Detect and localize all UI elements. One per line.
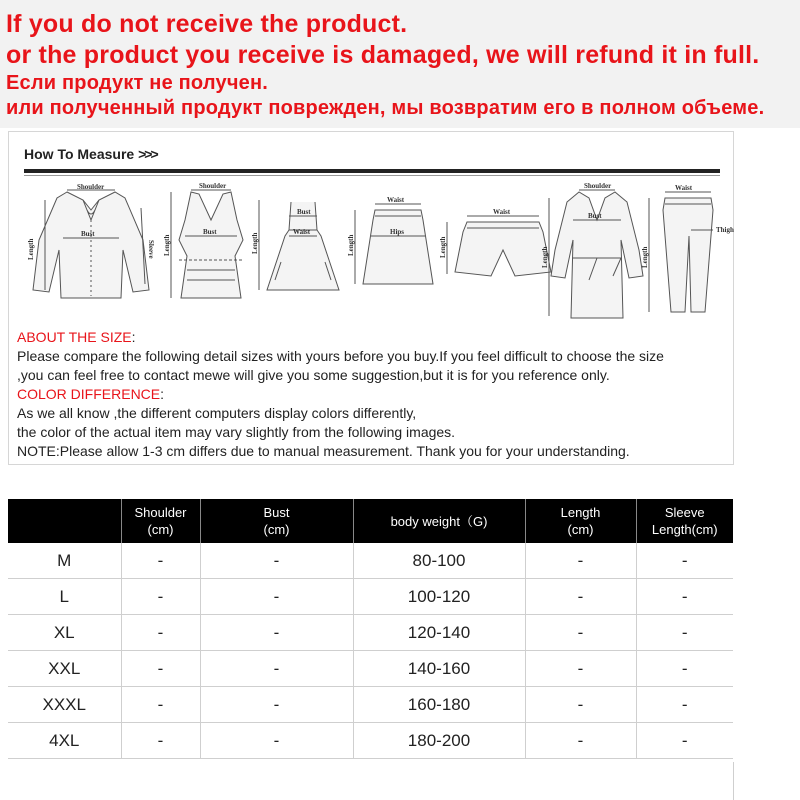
label-bust-3: Bust (297, 208, 311, 216)
about-size-line-2: ,you can feel free to contact mewe will give you some suggestion,but it is for you reference only. (17, 367, 610, 383)
page-right-rule (733, 762, 734, 800)
cell-length: - (525, 687, 636, 723)
cell-length: - (525, 723, 636, 759)
cell-sleeve-length: - (636, 543, 733, 579)
guide-title-rule-thin (24, 175, 720, 176)
cell-shoulder: - (121, 615, 200, 651)
label-length-6: Length (541, 246, 549, 268)
table-row (8, 723, 733, 759)
color-difference-line-1: As we all know ,the different computers display colors differently, (17, 405, 417, 421)
cell-shoulder: - (121, 723, 200, 759)
cell-size: L (8, 579, 121, 615)
header-size (8, 499, 121, 543)
cell-sleeve-length: - (636, 723, 733, 759)
label-bust-1: Bust (81, 230, 95, 238)
color-difference-heading-line (17, 385, 664, 404)
refund-notice-banner (0, 0, 800, 128)
label-hips-4: Hips (390, 228, 405, 236)
cell-size: XXL (8, 651, 121, 687)
label-sleeve-1: Sleeve (147, 240, 155, 259)
cell-shoulder: - (121, 687, 200, 723)
cell-body-weight: 80-100 (353, 543, 525, 579)
label-length-3: Length (251, 232, 259, 254)
measurement-figures (19, 180, 734, 322)
header-body-weight: body weight（G) (353, 499, 525, 543)
about-size-colon: : (131, 329, 136, 345)
header-sleeve-length: Sleeve Length(cm) (636, 499, 733, 543)
cell-shoulder: - (121, 543, 200, 579)
label-bust-2: Bust (203, 228, 217, 236)
color-difference-heading: COLOR DIFFERENCE (17, 386, 161, 402)
label-bust-6: Bust (588, 212, 602, 220)
header-shoulder: Shoulder (cm) (121, 499, 200, 543)
coat-figure-icon (549, 190, 643, 318)
vest-figure-icon (171, 190, 243, 298)
guide-title-arrows: >>> (138, 146, 157, 162)
header-length: Length (cm) (525, 499, 636, 543)
cell-bust: - (200, 687, 353, 723)
cell-shoulder: - (121, 579, 200, 615)
about-size-heading-line (17, 328, 664, 347)
cell-body-weight: 180-200 (353, 723, 525, 759)
notice-line-4: или полученный продукт поврежден, мы возвратим его в полном объеме. (6, 97, 765, 119)
cell-body-weight: 120-140 (353, 615, 525, 651)
cell-length: - (525, 579, 636, 615)
blouse-figure-icon (33, 190, 149, 298)
size-table-header (8, 499, 733, 543)
label-shoulder-6: Shoulder (584, 182, 612, 190)
label-shoulder-1: Shoulder (77, 183, 105, 191)
cell-bust: - (200, 723, 353, 759)
guide-title-text: How To Measure (24, 146, 135, 162)
label-thigh-7: Thigh (716, 226, 734, 234)
table-row (8, 687, 733, 723)
label-length-1: Length (27, 238, 35, 260)
cell-length: - (525, 651, 636, 687)
cell-sleeve-length: - (636, 687, 733, 723)
color-difference-line-2: the color of the actual item may vary slightly from the following images. (17, 424, 456, 440)
cell-body-weight: 160-180 (353, 687, 525, 723)
cell-length: - (525, 543, 636, 579)
skirt-figure-icon (355, 204, 433, 284)
guide-title (24, 146, 157, 162)
table-row (8, 579, 733, 615)
cell-length: - (525, 615, 636, 651)
cell-sleeve-length: - (636, 615, 733, 651)
cell-shoulder: - (121, 651, 200, 687)
cell-size: M (8, 543, 121, 579)
about-size-line-1: Please compare the following detail sizes with yours before you buy.If you feel difficult to choose the size (17, 348, 664, 364)
label-length-4: Length (347, 234, 355, 256)
measurement-note: NOTE:Please allow 1-3 cm differs due to manual measurement. Thank you for your understanding. (17, 443, 630, 459)
about-size-heading: ABOUT THE SIZE (17, 329, 132, 345)
cell-size: XXXL (8, 687, 121, 723)
table-row (8, 543, 733, 579)
cell-body-weight: 100-120 (353, 579, 525, 615)
label-length-5: Length (439, 236, 447, 258)
label-waist-3: Waist (293, 228, 311, 236)
cell-sleeve-length: - (636, 651, 733, 687)
cell-bust: - (200, 651, 353, 687)
cell-sleeve-length: - (636, 579, 733, 615)
label-waist-7: Waist (675, 184, 693, 192)
notice-line-1: If you do not receive the product. (6, 10, 408, 38)
cell-bust: - (200, 543, 353, 579)
cell-size: 4XL (8, 723, 121, 759)
cell-bust: - (200, 615, 353, 651)
color-difference-colon: : (160, 386, 165, 402)
notice-line-3: Если продукт не получен. (6, 72, 268, 94)
trousers-figure-icon (649, 192, 713, 312)
cell-size: XL (8, 615, 121, 651)
label-shoulder-2: Shoulder (199, 182, 227, 190)
notice-line-2: or the product you receive is damaged, we will refund it in full. (6, 41, 760, 69)
header-bust: Bust (cm) (200, 499, 353, 543)
label-length-2: Length (163, 234, 171, 256)
guide-title-rule (24, 169, 720, 173)
table-row (8, 651, 733, 687)
label-length-7: Length (641, 246, 649, 268)
cell-body-weight: 140-160 (353, 651, 525, 687)
label-waist-5: Waist (493, 208, 511, 216)
size-info-text (17, 328, 664, 461)
cell-bust: - (200, 579, 353, 615)
label-waist-4: Waist (387, 196, 405, 204)
table-row (8, 615, 733, 651)
shorts-figure-icon (447, 216, 551, 276)
how-to-measure-panel (8, 131, 734, 465)
size-chart-table (8, 499, 733, 759)
